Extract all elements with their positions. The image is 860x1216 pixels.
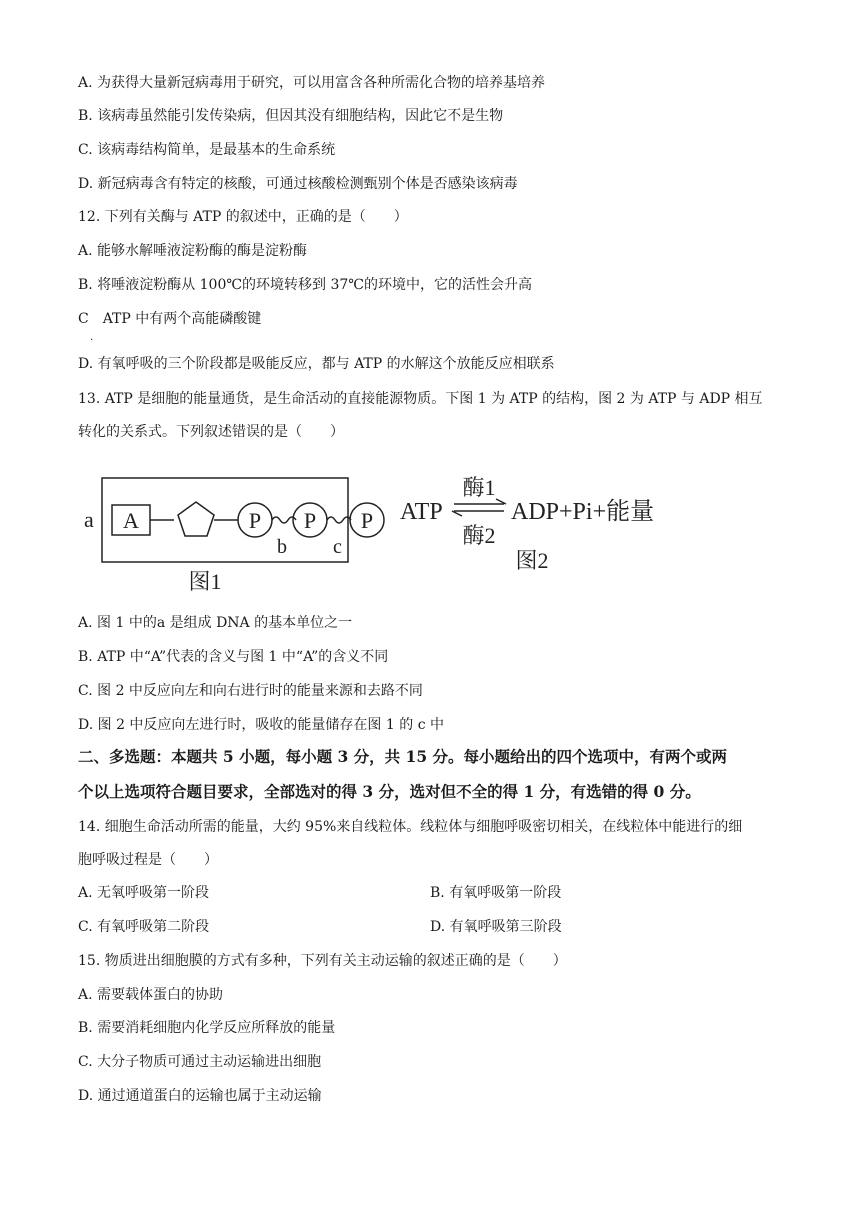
section2-instructions-line1: 二、多选题：本题共 5 小题，每小题 3 分，共 15 分。每小题给出的四个选项中，有两个或两 <box>78 747 728 766</box>
q15-stem: 15. 物质进出细胞膜的方式有多种，下列有关主动运输的叙述正确的是（ ） <box>78 953 567 969</box>
fig1-label-a: a <box>84 507 94 532</box>
fig2-products: ADP+Pi+能量 <box>511 499 655 525</box>
q12-stem: 12. 下列有关酶与 ATP 的叙述中，正确的是（ ） <box>78 209 408 225</box>
q13-option-b: B. ATP 中“A”代表的含义与图 1 中“A”的含义不同 <box>78 649 389 665</box>
fig1-label-P2: P <box>303 508 317 533</box>
q13-stem-line1: 13. ATP 是细胞的能量通货，是生命活动的直接能源物质。下图 1 为 ATP 的结构，图 2 为 ATP 与 ADP 相互 <box>78 391 763 407</box>
q15-option-a: A. 需要载体蛋白的协助 <box>78 987 224 1003</box>
q12-option-a: A. 能够水解唾液淀粉酶的酶是淀粉酶 <box>78 243 308 259</box>
q13-option-c: C. 图 2 中反应向左和向右进行时的能量来源和去路不同 <box>78 683 423 699</box>
q15-option-b: B. 需要消耗细胞内化学反应所释放的能量 <box>78 1020 336 1036</box>
fig2-enzyme-1: 酶1 <box>462 475 496 500</box>
q12-option-b: B. 将唾液淀粉酶从 100℃的环境转移到 37℃的环境中，它的活性会升高 <box>78 277 532 293</box>
q14-option-d: D. 有氧呼吸第三阶段 <box>430 919 562 935</box>
fig1-caption: 图1 <box>188 569 222 594</box>
q14-option-c: C. 有氧呼吸第二阶段 <box>78 919 210 935</box>
q14-stem-line1: 14. 细胞生命活动所需的能量，大约 95%来自线粒体。线粒体与细胞呼吸密切相关，在线粒体中能进行的细 <box>78 819 743 835</box>
fig2-caption: 图2 <box>515 548 549 573</box>
q14-option-a: A. 无氧呼吸第一阶段 <box>78 885 210 901</box>
q12-option-d: D. 有氧呼吸的三个阶段都是吸能反应，都与 ATP 的水解这个放能反应相联系 <box>78 356 555 372</box>
fig1-label-P1: P <box>248 508 262 533</box>
q14-option-b: B. 有氧呼吸第一阶段 <box>430 885 562 901</box>
figure-1-atp-structure <box>78 468 398 600</box>
q15-option-c: C. 大分子物质可通过主动运输进出细胞 <box>78 1054 322 1070</box>
q13-option-a: A. 图 1 中的a 是组成 DNA 的基本单位之一 <box>78 615 353 631</box>
fig1-label-b: b <box>277 536 287 558</box>
q13-option-d: D. 图 2 中反应向左进行时，吸收的能量储存在图 1 的 c 中 <box>78 717 444 733</box>
q14-stem-line2: 胞呼吸过程是（ ） <box>78 852 218 868</box>
fig2-atp-label: ATP <box>400 499 443 525</box>
fig1-label-P3: P <box>360 508 374 533</box>
figure-2-atp-adp-equation <box>400 468 675 578</box>
q12-option-c: C ATP 中有两个高能磷酸键 <box>78 311 262 327</box>
q11-option-c: C. 该病毒结构简单，是最基本的生命系统 <box>78 142 336 158</box>
q11-option-b: B. 该病毒虽然能引发传染病，但因其没有细胞结构，因此它不是生物 <box>78 108 504 124</box>
q11-option-a: A. 为获得大量新冠病毒用于研究，可以用富含各种所需化合物的培养基培养 <box>78 75 546 91</box>
fig1-label-c: c <box>333 536 342 558</box>
section2-instructions-line2: 个以上选项符合题目要求，全部选对的得 3 分，选对但不全的得 1 分，有选错的得 0 分。 <box>78 782 701 801</box>
fig1-ribose-pentagon <box>178 502 214 536</box>
q13-stem-line2: 转化的关系式。下列叙述错误的是（ ） <box>78 424 344 440</box>
fig1-label-A: A <box>123 508 139 533</box>
fig2-enzyme-2: 酶2 <box>462 523 496 548</box>
q15-option-d: D. 通过通道蛋白的运输也属于主动运输 <box>78 1088 322 1104</box>
q12-option-c-dot: . <box>90 332 94 343</box>
q11-option-d: D. 新冠病毒含有特定的核酸，可通过核酸检测甄别个体是否感染该病毒 <box>78 176 518 192</box>
